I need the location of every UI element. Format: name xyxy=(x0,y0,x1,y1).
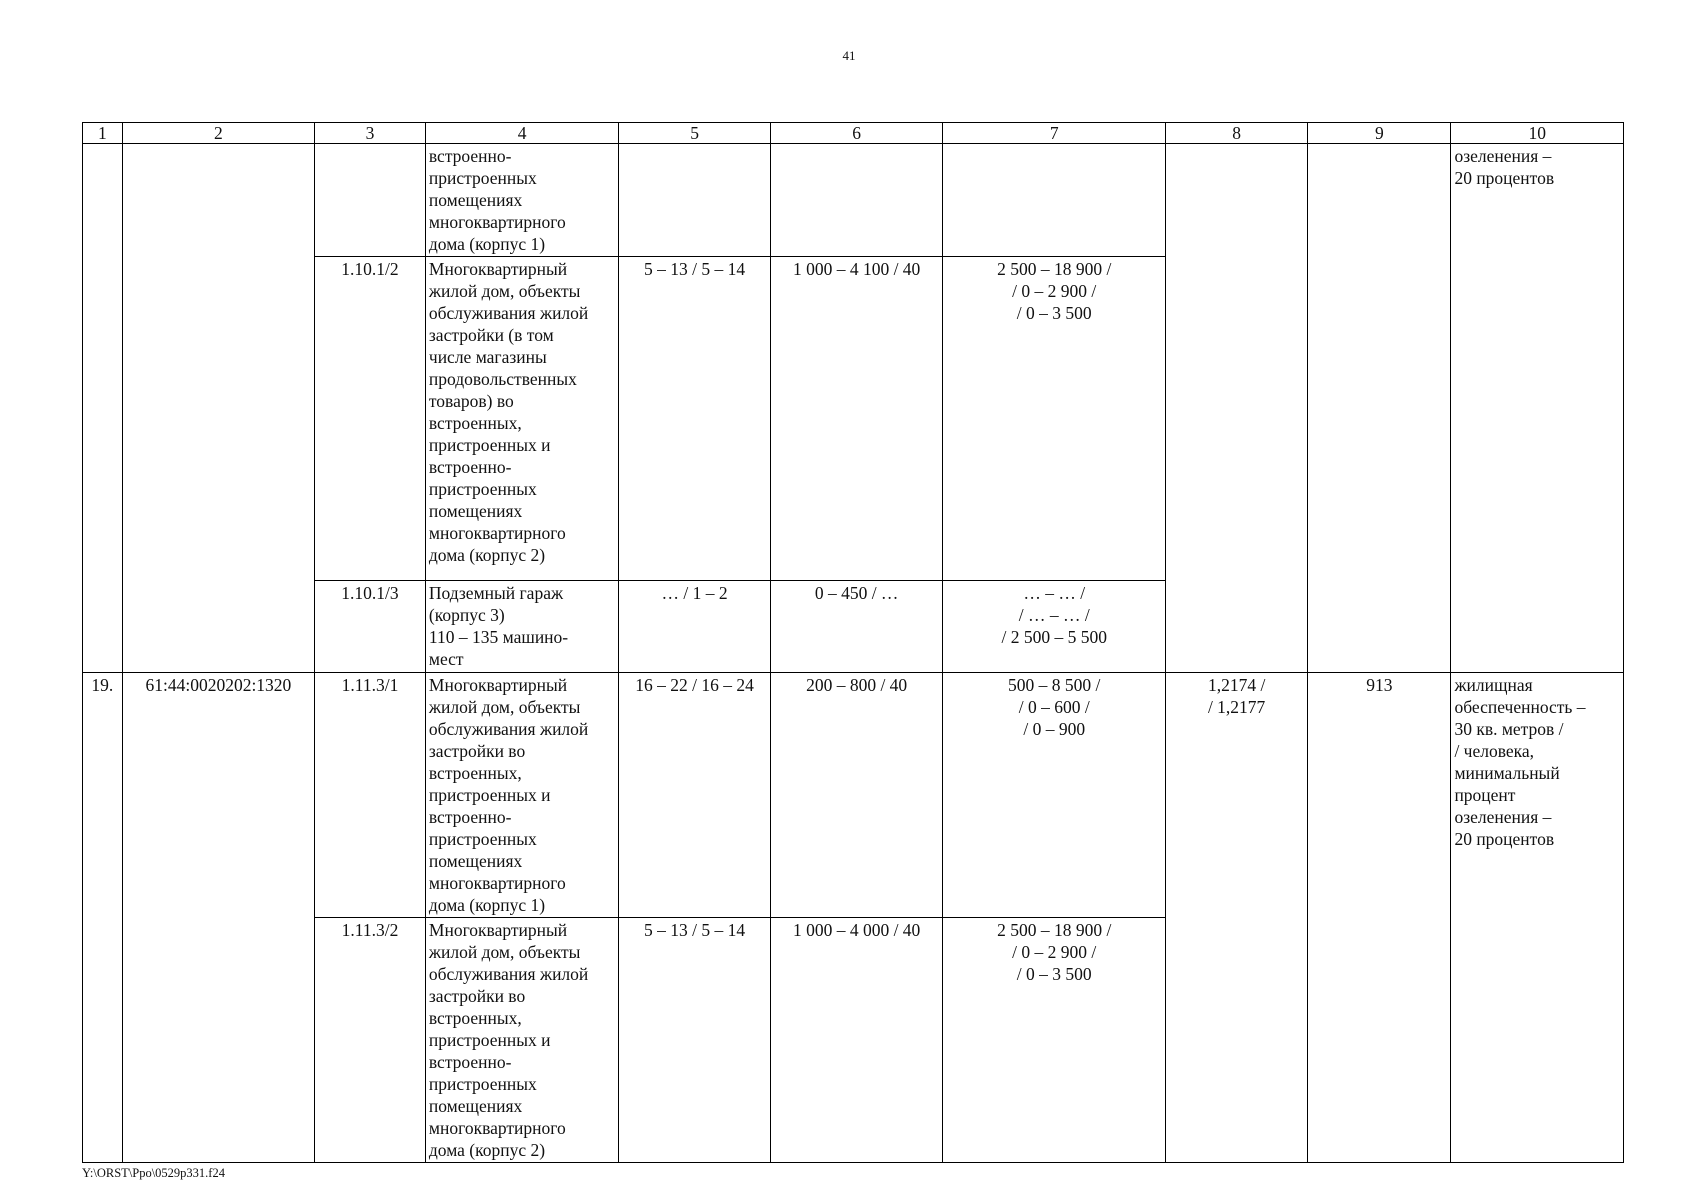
cell-density: 1,2174 / / 1,2177 xyxy=(1166,673,1308,1163)
cell-subzone: 1.11.3/2 xyxy=(315,918,426,1163)
table-row xyxy=(83,673,1624,918)
cell-area: 0 – 450 / … xyxy=(770,581,943,673)
cell-number: 19. xyxy=(83,673,123,1163)
cell-area xyxy=(770,144,943,257)
cell-floors: 5 – 13 / 5 – 14 xyxy=(619,918,771,1163)
header-cell: 2 xyxy=(122,123,314,144)
cell-purpose: Многоквартирный жилой дом, объекты обслуживания жилой застройки во встроенных, пристроенных и встроенно- пристроенных помещениях многоквартирного дома (корпус 2) xyxy=(425,918,618,1163)
cell-floors: … / 1 – 2 xyxy=(619,581,771,673)
cell-floors: 5 – 13 / 5 – 14 xyxy=(619,257,771,581)
cell-floor-area: 500 – 8 500 / / 0 – 600 / / 0 – 900 xyxy=(943,673,1166,918)
cell-subzone: 1.10.1/3 xyxy=(315,581,426,673)
cell-subzone: 1.11.3/1 xyxy=(315,673,426,918)
cell-notes: жилищная обеспеченность – 30 кв. метров / / человека, минимальный процент озеленения – 20 процентов xyxy=(1451,673,1624,1163)
cell-floor-area xyxy=(943,144,1166,257)
header-cell: 7 xyxy=(943,123,1166,144)
cell-floor-area: … – … / / … – … / / 2 500 – 5 500 xyxy=(943,581,1166,673)
cell-floors: 16 – 22 / 16 – 24 xyxy=(619,673,771,918)
cell-population: 913 xyxy=(1308,673,1451,1163)
header-cell: 4 xyxy=(425,123,618,144)
cell-cadastral: 61:44:0020202:1320 xyxy=(122,673,314,1163)
cell-purpose: Многоквартирный жилой дом, объекты обслуживания жилой застройки во встроенных, пристроенных и встроенно- пристроенных помещениях многоквартирного дома (корпус 1) xyxy=(425,673,618,918)
cell-number xyxy=(83,144,123,673)
header-cell: 8 xyxy=(1166,123,1308,144)
header-cell: 5 xyxy=(619,123,771,144)
cell-floor-area: 2 500 – 18 900 / / 0 – 2 900 / / 0 – 3 500 xyxy=(943,918,1166,1163)
table-row xyxy=(83,144,1624,257)
cell-purpose: встроенно- пристроенных помещениях многоквартирного дома (корпус 1) xyxy=(425,144,618,257)
cell-purpose: Многоквартирный жилой дом, объекты обслуживания жилой застройки (в том числе магазины продовольственных товаров) во встроенных, пристроенных и встроенно- пристроенных помещениях многоквартирного дома (корпус 2) xyxy=(425,257,618,581)
header-cell: 10 xyxy=(1451,123,1624,144)
cell-area: 1 000 – 4 000 / 40 xyxy=(770,918,943,1163)
header-cell: 6 xyxy=(770,123,943,144)
cell-notes: озеленения – 20 процентов xyxy=(1451,144,1624,673)
header-cell: 9 xyxy=(1308,123,1451,144)
footer-file-path: Y:\ORST\Ppo\0529p331.f24 xyxy=(82,1166,225,1180)
cell-area: 1 000 – 4 100 / 40 xyxy=(770,257,943,581)
cell-floors xyxy=(619,144,771,257)
cell-purpose: Подземный гараж (корпус 3) 110 – 135 машино- мест xyxy=(425,581,618,673)
cell-cadastral xyxy=(122,144,314,673)
page-number: 41 xyxy=(842,48,856,63)
header-cell: 3 xyxy=(315,123,426,144)
header-cell: 1 xyxy=(83,123,123,144)
zoning-table xyxy=(82,122,1624,1163)
cell-density xyxy=(1166,144,1308,673)
cell-subzone: 1.10.1/2 xyxy=(315,257,426,581)
cell-area: 200 – 800 / 40 xyxy=(770,673,943,918)
cell-subzone xyxy=(315,144,426,257)
cell-floor-area: 2 500 – 18 900 / / 0 – 2 900 / / 0 – 3 500 xyxy=(943,257,1166,581)
table-header-row xyxy=(83,123,1624,144)
cell-population xyxy=(1308,144,1451,673)
